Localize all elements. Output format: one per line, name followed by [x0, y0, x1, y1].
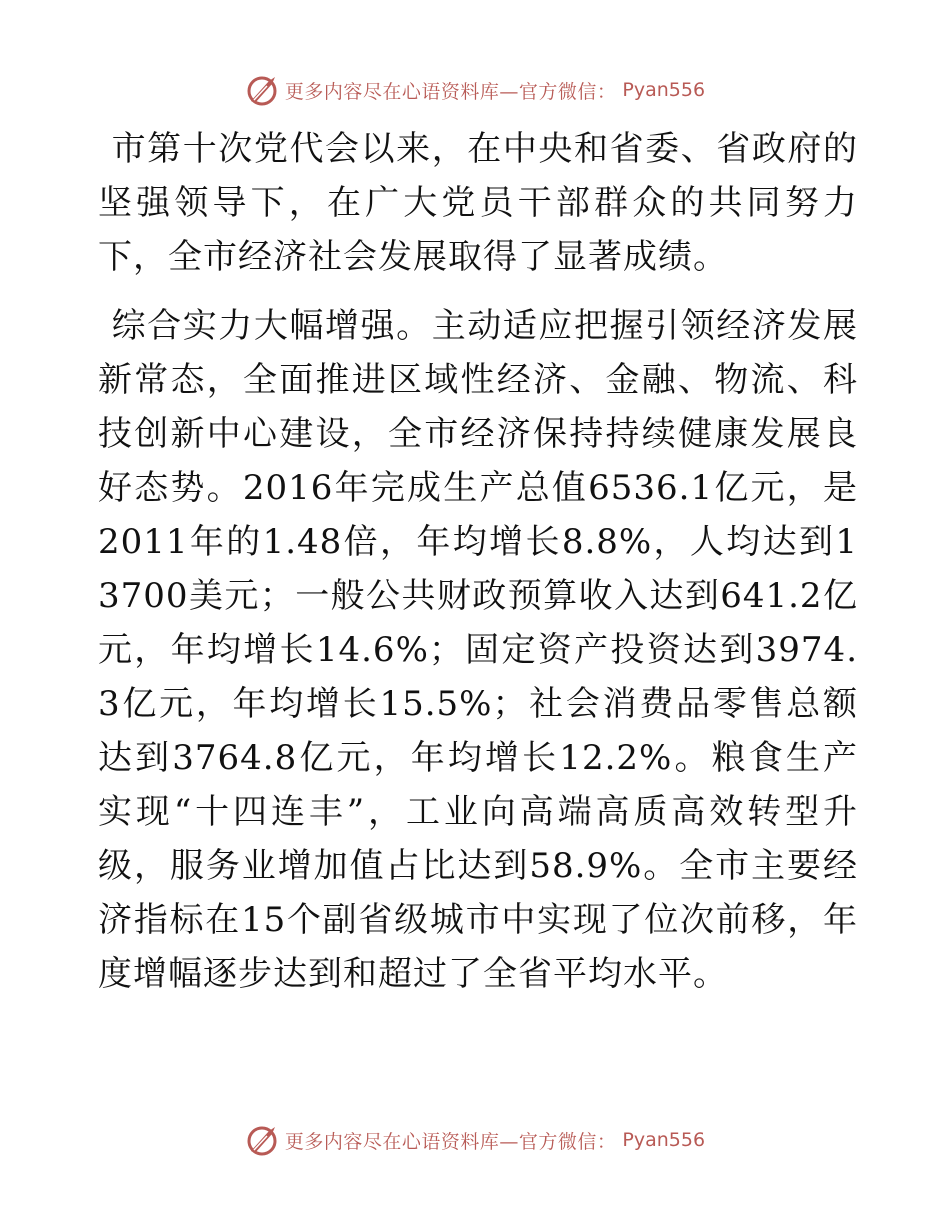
wechat-id: Pyan556 — [622, 1129, 706, 1151]
banner-text: 更多内容尽在心语资料库—官方微信： — [284, 80, 617, 103]
paragraph-economy: 综合实力大幅增强。主动适应把握引领经济发展新常态，全面推进区域性经济、金融、物流、科技创新中心建设，全市经济保持持续健康发展良好态势。2016年完成生产总值6536.1亿元，是2011年的1.48倍，年均增长8.8%，人均达到13700美元；一般公共财政预算收入达到641.2亿元，年均增长14.6%；固定资产投资达到3974.3亿元，年均增长15.5%；社会消费品零售总额达到3764.8亿元，年均增长12.2%。粮食生产实现“十四连丰”，工业向高端高质高效转型升级，服务业增加值占比达到58.9%。全市主要经济指标在15个副省级城市中实现了位次前移，年度增幅逐步达到和超过了全省平均水平。 — [98, 306, 858, 994]
banner-text: 更多内容尽在心语资料库—官方微信： — [284, 1130, 617, 1153]
quill-pen-icon — [245, 73, 279, 107]
header-banner — [0, 70, 950, 110]
document-body — [98, 122, 858, 1001]
footer-banner — [0, 1120, 950, 1160]
paragraph-intro: 市第十次党代会以来，在中央和省委、省政府的坚强领导下，在广大党员干部群众的共同努力下，全市经济社会发展取得了显著成绩。 — [98, 129, 858, 277]
wechat-id: Pyan556 — [622, 79, 706, 101]
quill-pen-icon — [245, 1123, 279, 1157]
